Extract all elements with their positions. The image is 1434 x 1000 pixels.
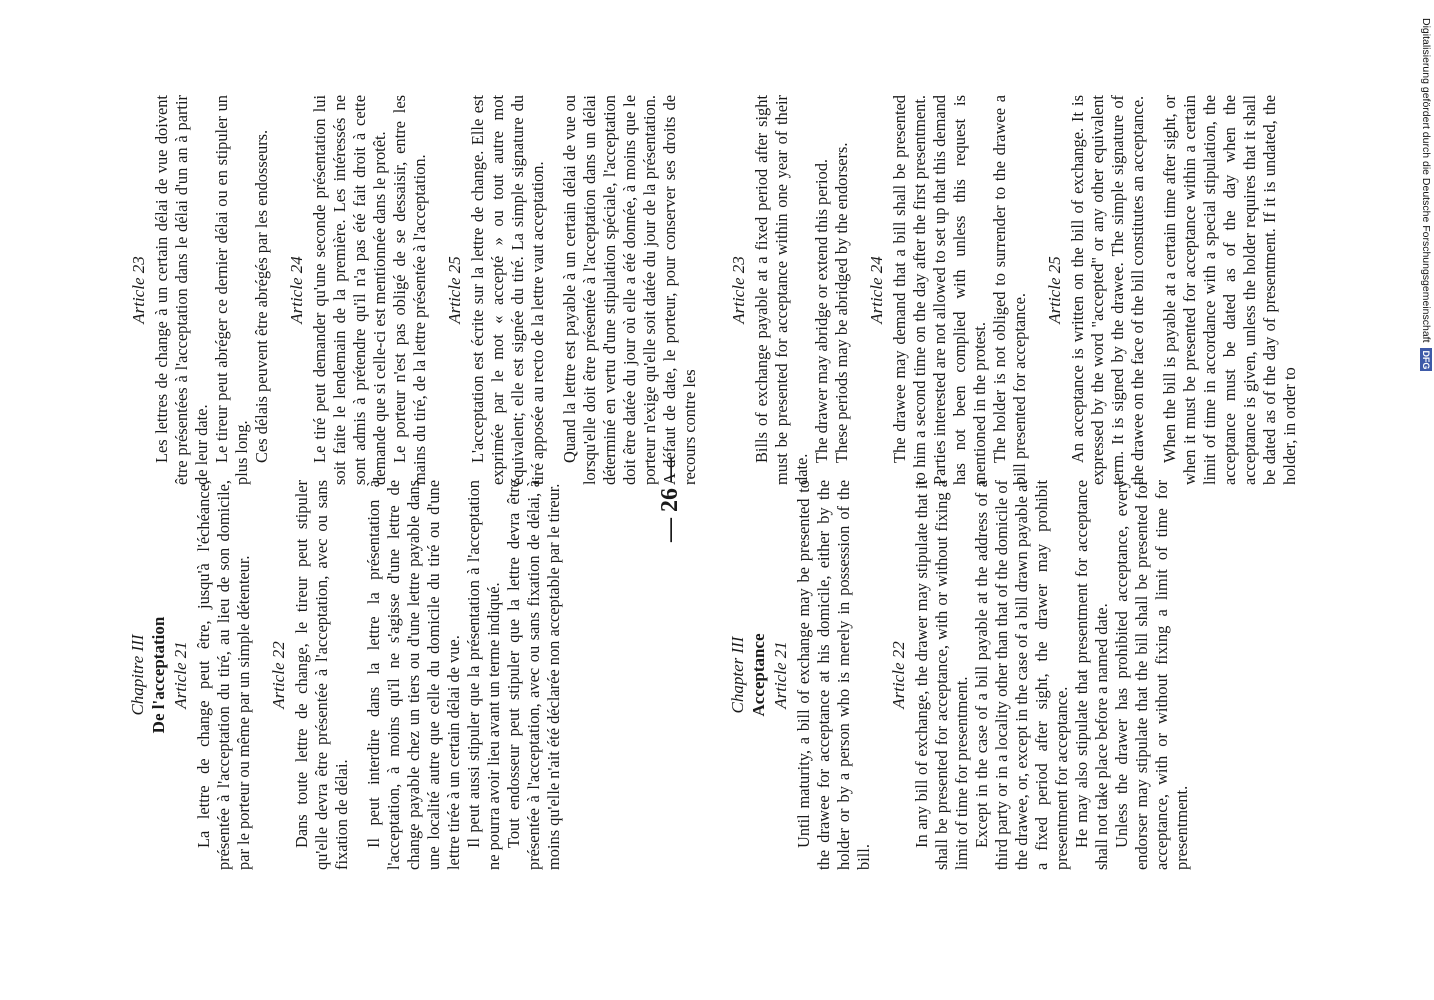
french-article-22-paragraph-3: Il peut aussi stipuler que la présentation à l'acceptation ne pourra avoir lieu avant un terme indiqué. — [464, 480, 503, 870]
french-article-22-paragraph-4: Tout endosseur peut stipuler que la lettre devra être présentée à l'acceptation, avec ou sans fixation de délai, à moins qu'elle n'ait été déclarée non acceptable par le tireur. — [504, 480, 563, 870]
english-column-1 — [728, 480, 1238, 870]
french-chapter-heading: Chapitre III — [128, 634, 147, 716]
english-article-22-paragraph-3: He may also stipulate that presentment for acceptance shall not take place before a named date. — [1072, 480, 1111, 870]
french-article-25-heading: Article 25 — [445, 256, 464, 324]
french-article-22-heading: Article 22 — [269, 641, 288, 709]
french-article-22-paragraph-2: Il peut interdire dans la lettre la présentation à l'acceptation, à moins qu'il ne s'agisse d'une lettre de change payable chez un tiers ou d'une lettre payable dans une localité autre que celle du domicile du tiré ou d'une lettre tirée à un certain délai de vue. — [364, 480, 463, 870]
english-article-22-paragraph-2: Except in the case of a bill payable at the address of a third party or in a locality other than that of the domicile of the drawee, or, except in the case of a bill drawn payable at a fixed period after sight, the drawer may prohibit presentment for acceptance. — [972, 480, 1071, 870]
english-article-25-paragraph-2: When the bill is payable at a certain time after sight, or when it must be presented for acceptance within a certain limit of time in accordance with a special stipulation, the acceptance must be dated as of the day when the acceptance is given, unless the holder requires that it shall be dated as of the day of presentment. If it is undated, the holder, in order to — [1160, 95, 1299, 485]
english-article-21-paragraph: Until maturity, a bill of exchange may be presented to the drawee for acceptance at his domicile, either by the holder or by a person who is merely in possession of the bill. — [794, 480, 873, 870]
english-article-25-paragraph-1: An acceptance is written on the bill of exchange. It is expressed by the word "accepted" or any other equivalent term. It is signed by the drawee. The simple signature of the drawee on the face of the bill constitutes an acceptance. — [1068, 95, 1147, 485]
english-article-24-paragraph-1: The drawee may demand that a bill shall be presented to him a second time on the day after the first presentment. Parties interested are not allowed to set up that this demand has not been complied with unless this request is mentioned in the protest. — [890, 95, 989, 485]
english-article-22-paragraph-4: Unless the drawer has prohibited acceptance, every endorser may stipulate that the bill shall be presented for acceptance, with or without fixing a limit of time for presentment. — [1112, 480, 1191, 870]
english-text-block — [700, 0, 1299, 1000]
french-article-23-heading: Article 23 — [129, 256, 148, 324]
english-article-23-heading: Article 23 — [729, 256, 748, 324]
french-article-23-paragraph-1: Les lettres de change à un certain délai de vue doivent être présentées à l'acceptation dans le délai d'un an à partir de leur date. — [152, 95, 211, 485]
digitization-caption-text: Digitalisierung gefördert durch die Deutsche Forschungsgemeinschaft — [1420, 18, 1432, 343]
english-chapter-heading: Chapter III — [728, 636, 747, 714]
french-column-2 — [128, 95, 699, 485]
digitization-caption — [1418, 18, 1434, 398]
english-article-24-paragraph-2: The holder is not obliged to surrender to the drawee a bill presented for acceptance. — [990, 95, 1029, 485]
english-article-23-paragraph-1: Bills of exchange payable at a fixed period after sight must be presented for acceptance within one year of their date. — [752, 95, 811, 485]
english-article-23-paragraph-2: The drawer may abridge or extend this period. — [812, 158, 831, 463]
french-article-22-paragraph-1: Dans toute lettre de change, le tireur peut stipuler qu'elle devra être présentée à l'acceptation, avec ou sans fixation de délai. — [292, 480, 351, 870]
page-number: — 26 — — [657, 458, 683, 542]
french-column-1 — [128, 480, 638, 870]
french-article-25-paragraph-2: Quand la lettre est payable à un certain délai de vue ou lorsqu'elle doit être présentée à l'acceptation dans un délai déterminé en vertu d'une stipulation spéciale, l'acceptation doit être datée du jour où elle a été donnée, à moins que le porteur n'exige qu'elle soit datée du jour de la présentation. A défaut de date, le porteur, pour conserver ses droits de recours contre les — [560, 95, 699, 485]
english-article-24-heading: Article 24 — [867, 256, 886, 324]
french-article-24-paragraph-2: Le porteur n'est pas obligé de se dessaisir, entre les mains du tiré, de la lettre présentée à l'acceptation. — [390, 95, 429, 485]
french-article-24-paragraph-1: Le tiré peut demander qu'une seconde présentation lui soit faite le lendemain de la première. Les intéressés ne sont admis à prétendre qu'il n'a pas été fait droit à cette demande que si celle-ci est mentionnée dans le protêt. — [310, 95, 389, 485]
dfg-logo: DFG — [1421, 350, 1431, 370]
french-article-21-heading: Article 21 — [171, 641, 190, 709]
english-article-22-paragraph-1: In any bill of exchange, the drawer may stipulate that it shall be presented for acceptance, with or without fixing a limit of time for presentment. — [912, 480, 971, 870]
english-article-22-heading: Article 22 — [889, 641, 908, 709]
french-article-24-heading: Article 24 — [287, 256, 306, 324]
french-chapter-title: De l'acceptation — [149, 616, 168, 734]
french-article-21-paragraph: La lettre de change peut être, jusqu'à l'échéance, présentée à l'acceptation du tiré, au lieu de son domicile, par le porteur ou même par un simple détenteur. — [194, 480, 253, 870]
french-article-23-paragraph-2: Le tireur peut abréger ce dernier délai ou en stipuler un plus long. — [212, 95, 251, 485]
english-article-21-heading: Article 21 — [771, 641, 790, 709]
english-article-25-heading: Article 25 — [1045, 256, 1064, 324]
english-chapter-title: Acceptance — [749, 633, 768, 717]
rotated-page-content — [100, 0, 1299, 1000]
english-article-23-paragraph-3: These periods may be abridged by the endorsers. — [832, 142, 851, 463]
french-article-23-paragraph-3: Ces délais peuvent être abrégés par les endosseurs. — [252, 129, 271, 463]
english-column-2 — [728, 95, 1299, 485]
french-article-25-paragraph-1: L'acceptation est écrite sur la lettre de change. Elle est exprimée par le mot « accepté » ou tout autre mot équivalent; elle est signée du tiré. La simple signature du tiré apposée au recto de la lettre vaut acceptation. — [468, 95, 547, 485]
